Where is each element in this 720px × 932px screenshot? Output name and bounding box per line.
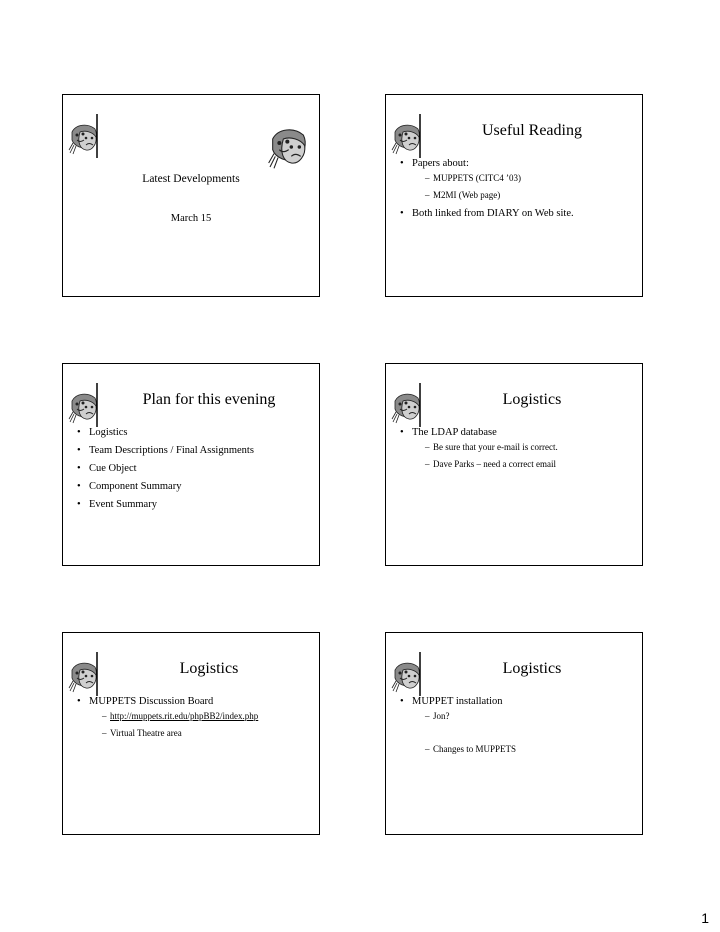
forum-link[interactable]: http://muppets.rit.edu/phpBB2/index.php	[110, 711, 259, 721]
slide-6[interactable]	[385, 632, 643, 835]
bullet-text: Papers about:	[412, 158, 469, 169]
bullet-text: MUPPET installation	[412, 696, 503, 707]
sub-bullet-item: – Be sure that your e-mail is correct.	[412, 442, 638, 453]
sub-bullet-item: – MUPPETS (CITC4 ’03)	[412, 173, 638, 184]
bullet-item: • Cue Object	[75, 462, 315, 475]
slide-title: Useful Reading	[482, 122, 582, 139]
page-number: 1	[701, 910, 709, 926]
sub-bullet-item: – Changes to MUPPETS	[412, 744, 638, 755]
sub-bullet-item: – Jon?	[412, 711, 638, 722]
theatre-masks-logo-icon	[389, 114, 427, 158]
sub-bullet-item	[89, 711, 315, 722]
slide-subtitle: March 15	[170, 213, 212, 224]
slide-3[interactable]	[62, 363, 320, 566]
slide-5[interactable]	[62, 632, 320, 835]
bullet-item	[398, 426, 638, 470]
theatre-masks-logo-icon	[389, 652, 427, 696]
bullet-item: • Team Descriptions / Final Assignments	[75, 444, 315, 457]
slide-title: Logistics	[502, 660, 562, 677]
theatre-masks-clipart-icon	[264, 123, 316, 171]
slide-1[interactable]	[62, 94, 320, 297]
slide-title: Logistics	[502, 391, 562, 408]
slide-title: Latest Developments	[142, 173, 240, 185]
sub-bullet-item: – Virtual Theatre area	[89, 728, 315, 739]
bullet-item	[398, 207, 638, 220]
slide-title: Logistics	[179, 660, 239, 677]
sub-bullet-item: – Dave Parks – need a correct email	[412, 459, 638, 470]
bullet-text: Both linked from DIARY on Web site.	[412, 208, 574, 219]
bullet-text: MUPPETS Discussion Board	[89, 696, 214, 707]
bullet-item	[75, 695, 315, 739]
bullet-item: • Component Summary	[75, 480, 315, 493]
theatre-masks-logo-icon	[66, 114, 104, 158]
bullet-item	[398, 695, 638, 755]
bullet-item: • Logistics	[75, 426, 315, 439]
bullet-item: • Event Summary	[75, 498, 315, 511]
slide-4[interactable]	[385, 363, 643, 566]
theatre-masks-logo-icon	[389, 383, 427, 427]
bullet-item	[398, 157, 638, 201]
theatre-masks-logo-icon	[66, 383, 104, 427]
slide-title: Plan for this evening	[142, 391, 276, 408]
bullet-text: The LDAP database	[412, 427, 497, 438]
theatre-masks-logo-icon	[66, 652, 104, 696]
sub-bullet-item: – M2MI (Web page)	[412, 190, 638, 201]
slide-2[interactable]	[385, 94, 643, 297]
